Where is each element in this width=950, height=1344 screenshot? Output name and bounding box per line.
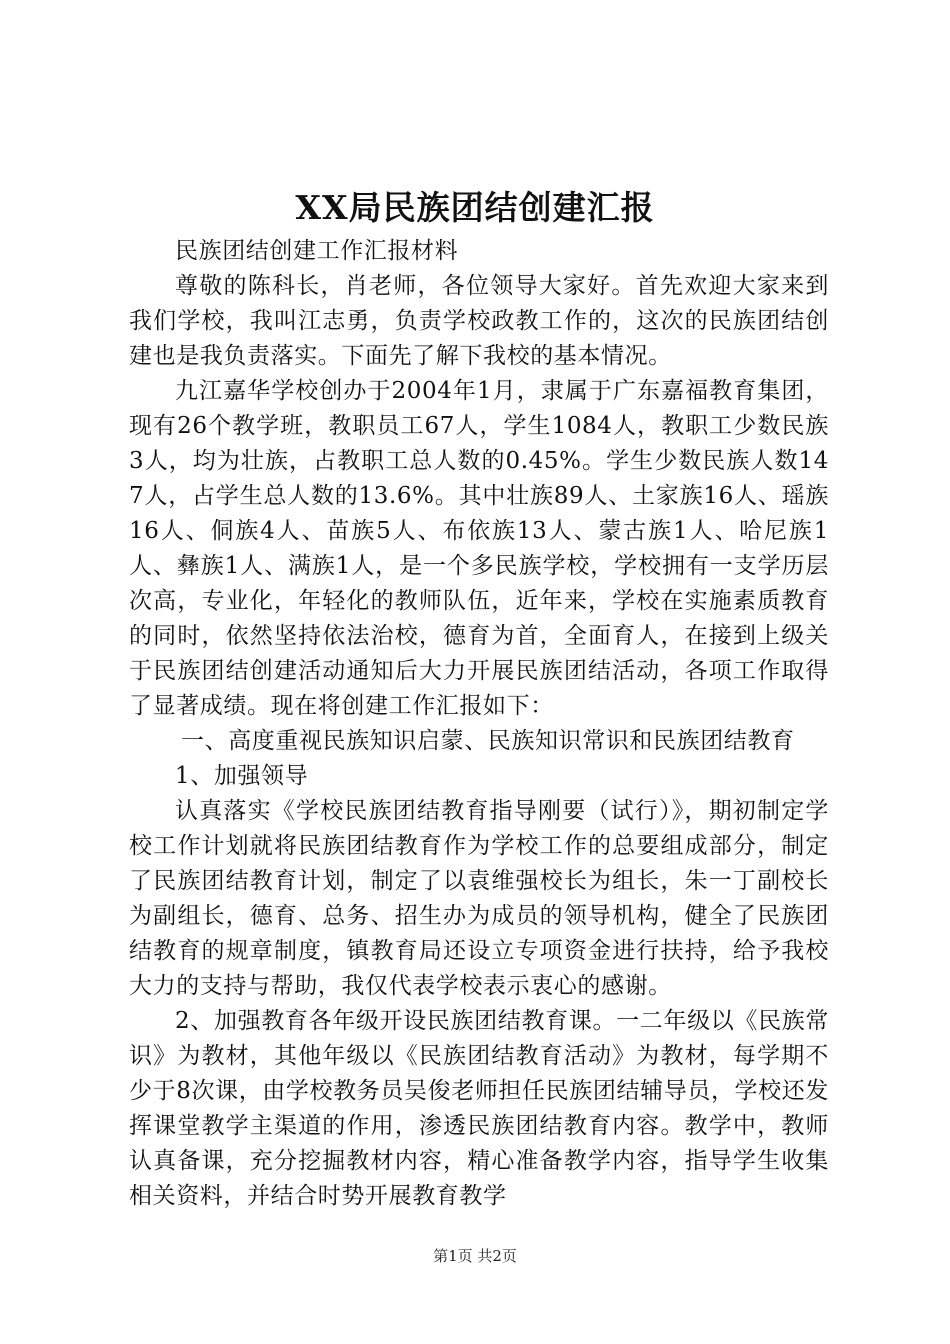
document-title: XX局民族团结创建汇报 xyxy=(295,188,655,227)
page-number-footer: 第1页 共2页 xyxy=(433,1247,517,1265)
document-body xyxy=(129,234,829,1214)
paragraph-education: 2、加强教育各年级开设民族团结教育课。一二年级以《民族常识》为教材，其他年级以《民族团结教育活动》为教材，每学期不少于8次课，由学校教务员吴俊老师担任民族团结辅导员，学校还发挥课堂教学主渠道的作用，渗透民族团结教育内容。教学中，教师认真备课，充分挖掘教材内容，精心准备教学内容，指导学生收集相关资料，并结合时势开展教育教学 xyxy=(129,1008,829,1209)
paragraph-greeting: 尊敬的陈科长，肖老师，各位领导大家好。首先欢迎大家来到我们学校，我叫江志勇，负责学校政教工作的，这次的民族团结创建也是我负责落实。下面先了解下我校的基本情况。 xyxy=(129,273,829,369)
paragraph-school-overview: 九江嘉华学校创办于2004年1月，隶属于广东嘉福教育集团，现有26个教学班，教职员工67人，学生1084人，教职工少数民族3人，均为壮族，占教职工总人数的0.45%。学生少数民族人数147人，占学生总人数的13.6%。其中壮族89人、土家族16人、瑶族16人、侗族4人、苗族5人、布依族13人、蒙古族1人、哈尼族1人、彝族1人、满族1人，是一个多民族学校，学校拥有一支学历层次高，专业化，年轻化的教师队伍，近年来，学校在实施素质教育的同时，依然坚持依法治校，德育为首，全面育人，在接到上级关于民族团结创建活动通知后大力开展民族团结活动，各项工作取得了显著成绩。现在将创建工作汇报如下： xyxy=(129,378,829,719)
subsection-heading-1: 1、加强领导 xyxy=(175,763,309,789)
paragraph-leadership: 认真落实《学校民族团结教育指导刚要（试行）》，期初制定学校工作计划就将民族团结教育作为学校工作的总要组成部分，制定了民族团结教育计划，制定了以袁维强校长为组长，朱一丁副校长为副组长，德育、总务、招生办为成员的领导机构，健全了民族团结教育的规章制度，镇教育局还设立专项资金进行扶持，给予我校大力的支持与帮助，我仅代表学校表示衷心的感谢。 xyxy=(129,798,829,999)
paragraph-subtitle: 民族团结创建工作汇报材料 xyxy=(175,238,459,264)
section-heading-1: 一、高度重视民族知识启蒙、民族知识常识和民族团结教育 xyxy=(181,728,795,754)
